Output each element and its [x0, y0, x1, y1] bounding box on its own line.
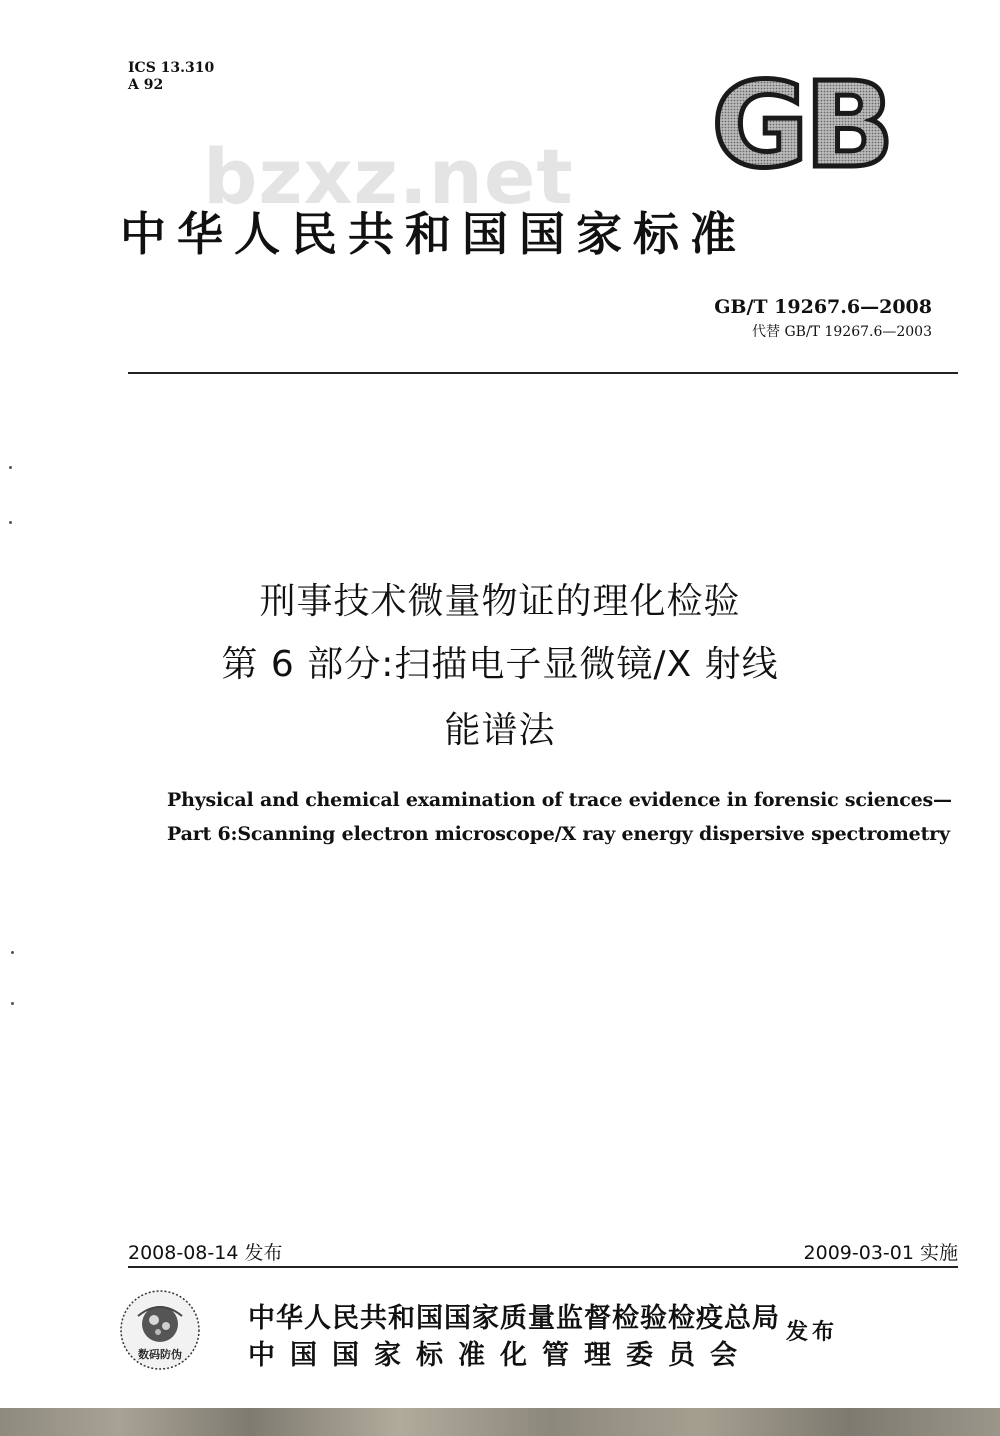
- replaces-standard: 代替 GB/T 19267.6—2003: [752, 324, 932, 340]
- margin-mark: [9, 466, 12, 469]
- margin-mark: [11, 1002, 14, 1005]
- implementation-date: 2009-03-01 实施: [803, 1242, 958, 1264]
- issuer-sac: 中国国家标准化管理委员会: [248, 1340, 752, 1371]
- svg-text:GB: GB: [711, 66, 891, 178]
- title-cn-line-3: 能谱法: [444, 710, 556, 751]
- anti-counterfeit-seal: [118, 1288, 202, 1372]
- watermark: bzxz.net: [203, 132, 574, 221]
- title-cn-line-2: 第 6 部分:扫描电子显微镜/X 射线: [221, 644, 779, 685]
- publish-label: 发布: [786, 1320, 839, 1345]
- margin-mark: [11, 951, 14, 954]
- margin-mark: [9, 521, 12, 524]
- bottom-divider: [128, 1266, 958, 1268]
- issuer-aqsiq: 中华人民共和国国家质量监督检验检疫总局: [248, 1303, 780, 1334]
- ics-code: ICS 13.310: [128, 60, 215, 76]
- svg-text:数码防伪: 数码防伪: [138, 1348, 182, 1361]
- title-en-line-1: Physical and chemical examination of trace evidence in forensic sciences—: [167, 789, 952, 811]
- national-standard-title: 中华人民共和国国家标准: [120, 207, 747, 261]
- issue-date: 2008-08-14 发布: [128, 1242, 283, 1264]
- scan-edge-strip: [0, 1408, 1000, 1436]
- standard-number: GB/T 19267.6—2008: [714, 296, 932, 318]
- title-cn-line-1: 刑事技术微量物证的理化检验: [259, 581, 741, 622]
- gb-logo: [700, 66, 902, 178]
- title-en-line-2: Part 6:Scanning electron microscope/X ray energy dispersive spectrometry: [167, 823, 950, 845]
- ics-classification: [128, 60, 214, 94]
- top-divider: [128, 372, 958, 374]
- ccs-code: A 92: [128, 77, 164, 93]
